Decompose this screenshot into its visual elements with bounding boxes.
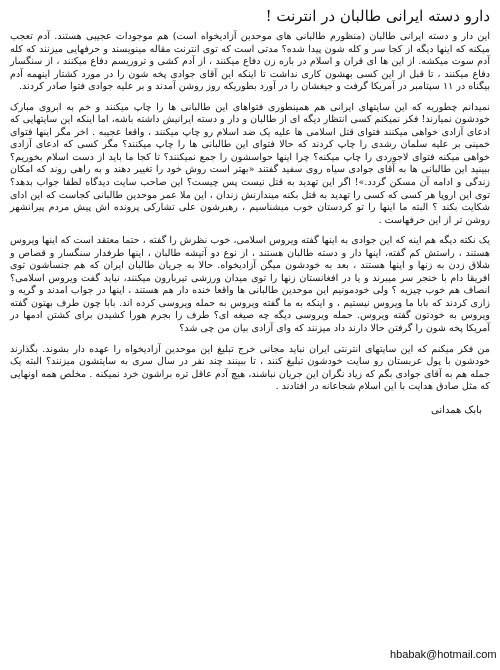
- author-name: بابک همدانی: [431, 404, 482, 416]
- article-paragraph-1: این دار و دسته ایرانی طالبان (منظورم طالبانی های موحدین آزادیخواه است) هم موجودات عجیبی هستند. آدم تعجب میکنه که اینها دیگه از کجا سر و کله شون پیدا شده؟ مدتی است که توی انترنت مقاله مینویسند و حرفهایی میزنند که کله آدم سوت میکشه. از این ها ای قران و اسلام در باره زن دفاع میکنند ، از آدم کشی و تروریسم دفاع میکنند ، از سنگسار دفاع میکنند ، تا قبل از این کسی بهشون کاری نداشت تا اینکه این آقای جوادی پخه شون را در مورد کشتار اینهمه آدم بیگناه در ۱۱ سپتامبر در آمریکا گرفت و جیغشان را در آورد بطوریکه روز روشن آمدند و بر علیه جوادی فتوا صادر کردند.: [10, 31, 490, 93]
- article-paragraph-4: من فکر میکنم که این سایتهای انترنتی ایران نباید مجانی خرج تبلیغ این موحدین آزادیخواه را عهده دار بشوند. بگذارند خودشون با پول عربستان رو سایت خودشون تبلیغ کنند ، تا ببینند چند نفر در سال سری به سایتشون میزنند؟ البته یک جمله هم به آقای جوادی بگم که زیاد نگران این جریان نباشند، هیچ آدم عاقل تره براشون خرد نمیکنه . مخلص همه اونهایی که مثل صادق هدایت با این اسلام شجاعانه در افتادند .: [10, 343, 490, 393]
- article-paragraph-3: یک نکته دیگه هم اینه که این جوادی به اینها گفته ویروس اسلامی، خوب نظرش را گفته ، حتما معتقد است که اینها ویروس هستند ، راستش کم گفته، اینها دار و دسته طالبان هستند ، از نوع دو آتیشه طالبان ، اینها طرفدار سنگسار و قصاص و شلاق زدن به زنها و اینها هستند ، بعد به خودشون میگن آزادیخواه. حالا به جریان طالبان ایران که هم جنساشون توی افریقا دام با خنجر سر میبرند و یا در افغانستان زنها را توی میدان ورزشی تیربارون میکنند، نباید گفت ویروس اسلامی؟ انصاف هم خوب چیزیه ؟ ولی خودمونیم این موحدین طالبانی ها واقعا خنده دار هم هستند ، اینها در جواب امدند و گریه و زاری کردند که بابا ما ویروس نیستیم ، و اینکه به ما گفته ویروس به حمله ویروسی کرده اند. بابا چون طرف بهتون گفته ویروس به خودتون گفته ویروس. حمله ویروسی دیگه چه صیغه ای؟ طرف را بجرم هورا کشیدن برای کشتن ادمها در آمریکا پخه شون را گرفتن حالا دارند داد میزنند که وای آزادی بیان من چی شد؟: [10, 235, 490, 335]
- author-email: hbabak@hotmail.com: [390, 649, 497, 661]
- article-paragraph-2: نمیدانم چطوریه که این سایتهای ایرانی هم همینطوری فتواهای این طالبانی ها را چاپ میکنند و خم به ابروی مبارک خودشون نمیارند! فکر نمیکنم کسی انتظار دیگه ای از طالبان و دار و دسته ایرانیش داشته باشه، اما اینکه این سایتهایی که ادعای آزادی خواهی میکنند فتوای قتل اسلامی ها علیه یک ضد اسلام رو چاپ میکنند ، واقعا عجیبه . اخر مگر اینها فتوای خمینی بر علیه سلمان رشدی را چاپ کردند که حالا فتوای این طالبانی ها را چاپ میکنند؟ مگر کسی که ادعای آزادی خواهی میکنه فتوای لاجوردی را چاپ میکنه؟ چرا اینها حواسشون را جمع نمیکنند؟ تا کجا ما باید از دست اسلام بخوریم؟ ببینید این طالبانی ها به آقای جوادی سیاه روی سفید گفتند «بهتر است روش خود را تغییر دهند و به راهی روند که امکان زندگی و ادامه آن مسکن گردد.»! اگر این تهدید به قتل نیست پس چیست؟ این صاحب سایت دیدگاه لطفا جواب بدهد؟ توی این اروپا هر کسی که کسی را تهدید به قتل بکنه میندازنش زندان ، این ملا عمر موحدین طالبانی کجاست که این ادای شکایت بکند ؟ البته ما اینها را تو کردستان خوب میشناسیم ، رهبرشون علی تشارکی پرونده اش پیش مردم پیرانشهر روشن تر از این حرفهاست .: [10, 101, 490, 226]
- article-title: دارو دسته ایرانی طالبان در انترنت !: [265, 7, 490, 25]
